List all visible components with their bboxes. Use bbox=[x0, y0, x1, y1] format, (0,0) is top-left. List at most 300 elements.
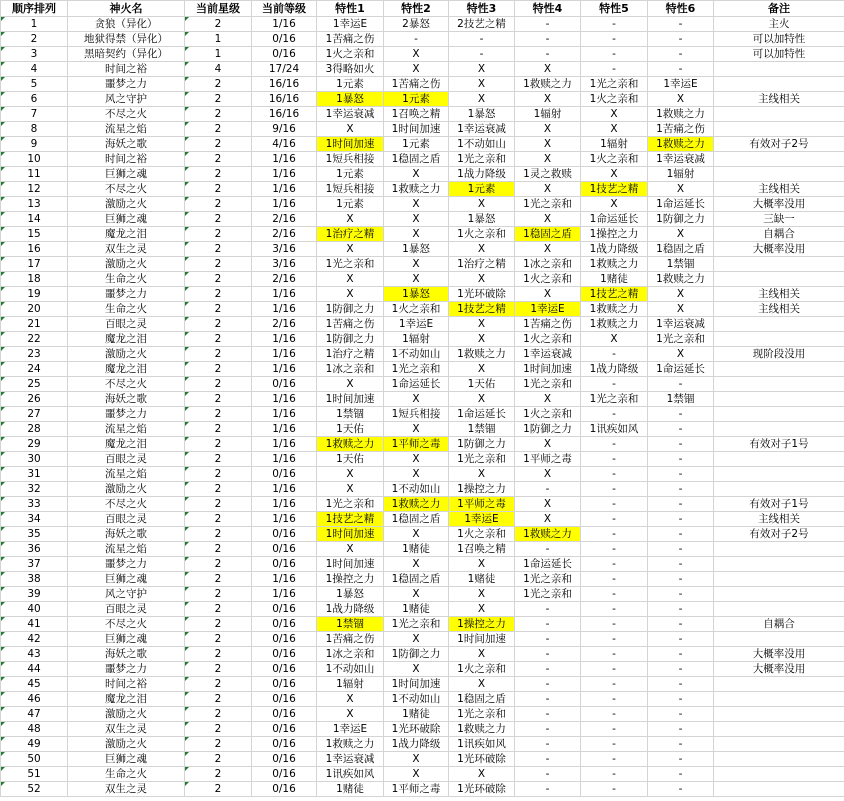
trait-4-cell[interactable]: 1光之亲和 bbox=[515, 572, 581, 587]
trait-4-cell[interactable]: - bbox=[515, 617, 581, 632]
trait-4-cell[interactable]: 1灵之救赎 bbox=[515, 167, 581, 182]
trait-3-cell[interactable]: X bbox=[449, 197, 515, 212]
trait-1-cell[interactable]: 1战力降级 bbox=[317, 602, 384, 617]
trait-4-cell[interactable]: - bbox=[515, 482, 581, 497]
trait-1-cell[interactable]: 1禁锢 bbox=[317, 617, 384, 632]
row-number-cell[interactable]: 52 bbox=[1, 782, 68, 797]
trait-1-cell[interactable]: 1冰之亲和 bbox=[317, 647, 384, 662]
trait-3-cell[interactable]: 1防御之力 bbox=[449, 437, 515, 452]
level-cell[interactable]: 0/16 bbox=[252, 677, 317, 692]
note-cell[interactable] bbox=[714, 107, 844, 122]
fire-name-cell[interactable]: 时间之裕 bbox=[68, 152, 185, 167]
trait-5-cell[interactable]: - bbox=[581, 662, 648, 677]
trait-6-cell[interactable]: - bbox=[648, 677, 714, 692]
trait-2-cell[interactable]: 1赌徒 bbox=[384, 602, 449, 617]
star-level-cell[interactable]: 2 bbox=[185, 722, 252, 737]
header-cell[interactable]: 特性4 bbox=[515, 1, 581, 17]
fire-name-cell[interactable]: 巨狮之魂 bbox=[68, 632, 185, 647]
trait-3-cell[interactable]: - bbox=[449, 47, 515, 62]
fire-name-cell[interactable]: 生命之火 bbox=[68, 767, 185, 782]
trait-6-cell[interactable]: - bbox=[648, 467, 714, 482]
row-number-cell[interactable]: 31 bbox=[1, 467, 68, 482]
star-level-cell[interactable]: 2 bbox=[185, 632, 252, 647]
trait-4-cell[interactable]: 1光之亲和 bbox=[515, 587, 581, 602]
fire-name-cell[interactable]: 双生之灵 bbox=[68, 722, 185, 737]
row-number-cell[interactable]: 43 bbox=[1, 647, 68, 662]
trait-1-cell[interactable]: 1天佑 bbox=[317, 422, 384, 437]
trait-2-cell[interactable]: 1光环破除 bbox=[384, 722, 449, 737]
star-level-cell[interactable]: 2 bbox=[185, 707, 252, 722]
note-cell[interactable] bbox=[714, 782, 844, 797]
note-cell[interactable]: 有效对子2号 bbox=[714, 527, 844, 542]
level-cell[interactable]: 1/16 bbox=[252, 392, 317, 407]
trait-3-cell[interactable]: 1光之亲和 bbox=[449, 452, 515, 467]
trait-4-cell[interactable]: - bbox=[515, 722, 581, 737]
star-level-cell[interactable]: 2 bbox=[185, 17, 252, 32]
star-level-cell[interactable]: 2 bbox=[185, 92, 252, 107]
trait-6-cell[interactable]: - bbox=[648, 377, 714, 392]
trait-2-cell[interactable]: X bbox=[384, 527, 449, 542]
trait-1-cell[interactable]: 1辐射 bbox=[317, 677, 384, 692]
trait-5-cell[interactable]: - bbox=[581, 557, 648, 572]
star-level-cell[interactable]: 2 bbox=[185, 782, 252, 797]
star-level-cell[interactable]: 2 bbox=[185, 167, 252, 182]
trait-3-cell[interactable]: 2技艺之精 bbox=[449, 17, 515, 32]
trait-4-cell[interactable]: 1稳固之盾 bbox=[515, 227, 581, 242]
row-number-cell[interactable]: 6 bbox=[1, 92, 68, 107]
trait-1-cell[interactable]: 1治疗之精 bbox=[317, 347, 384, 362]
trait-4-cell[interactable]: 1苦痛之伤 bbox=[515, 317, 581, 332]
star-level-cell[interactable]: 2 bbox=[185, 227, 252, 242]
star-level-cell[interactable]: 2 bbox=[185, 602, 252, 617]
star-level-cell[interactable]: 2 bbox=[185, 242, 252, 257]
row-number-cell[interactable]: 33 bbox=[1, 497, 68, 512]
level-cell[interactable]: 0/16 bbox=[252, 617, 317, 632]
trait-1-cell[interactable]: 1光之亲和 bbox=[317, 257, 384, 272]
note-cell[interactable] bbox=[714, 152, 844, 167]
trait-2-cell[interactable]: 1不动如山 bbox=[384, 482, 449, 497]
note-cell[interactable] bbox=[714, 332, 844, 347]
trait-6-cell[interactable]: 1苦痛之伤 bbox=[648, 122, 714, 137]
star-level-cell[interactable]: 2 bbox=[185, 542, 252, 557]
trait-2-cell[interactable]: X bbox=[384, 632, 449, 647]
trait-1-cell[interactable]: 1火之亲和 bbox=[317, 47, 384, 62]
trait-6-cell[interactable]: - bbox=[648, 572, 714, 587]
level-cell[interactable]: 0/16 bbox=[252, 767, 317, 782]
trait-1-cell[interactable]: 1短兵相接 bbox=[317, 182, 384, 197]
trait-1-cell[interactable]: X bbox=[317, 242, 384, 257]
trait-3-cell[interactable]: 1救赎之力 bbox=[449, 722, 515, 737]
trait-5-cell[interactable]: - bbox=[581, 62, 648, 77]
trait-5-cell[interactable]: - bbox=[581, 512, 648, 527]
level-cell[interactable]: 0/16 bbox=[252, 722, 317, 737]
fire-name-cell[interactable]: 激励之火 bbox=[68, 197, 185, 212]
level-cell[interactable]: 0/16 bbox=[252, 632, 317, 647]
level-cell[interactable]: 2/16 bbox=[252, 272, 317, 287]
row-number-cell[interactable]: 23 bbox=[1, 347, 68, 362]
note-cell[interactable] bbox=[714, 392, 844, 407]
trait-4-cell[interactable]: X bbox=[515, 497, 581, 512]
trait-3-cell[interactable]: 1不动如山 bbox=[449, 137, 515, 152]
level-cell[interactable]: 1/16 bbox=[252, 167, 317, 182]
trait-2-cell[interactable]: 1光之亲和 bbox=[384, 362, 449, 377]
row-number-cell[interactable]: 27 bbox=[1, 407, 68, 422]
trait-3-cell[interactable]: 1光之亲和 bbox=[449, 152, 515, 167]
trait-4-cell[interactable]: 1光之亲和 bbox=[515, 197, 581, 212]
trait-2-cell[interactable]: 1暴怒 bbox=[384, 287, 449, 302]
trait-3-cell[interactable]: X bbox=[449, 602, 515, 617]
trait-2-cell[interactable]: 1平师之毒 bbox=[384, 782, 449, 797]
trait-1-cell[interactable]: 1技艺之精 bbox=[317, 512, 384, 527]
fire-name-cell[interactable]: 巨狮之魂 bbox=[68, 572, 185, 587]
fire-name-cell[interactable]: 噩梦之力 bbox=[68, 77, 185, 92]
trait-2-cell[interactable]: X bbox=[384, 167, 449, 182]
trait-4-cell[interactable]: 1防御之力 bbox=[515, 422, 581, 437]
trait-1-cell[interactable]: X bbox=[317, 122, 384, 137]
trait-4-cell[interactable]: - bbox=[515, 692, 581, 707]
trait-3-cell[interactable]: X bbox=[449, 62, 515, 77]
header-cell[interactable]: 当前星级 bbox=[185, 1, 252, 17]
fire-name-cell[interactable]: 百眼之灵 bbox=[68, 602, 185, 617]
row-number-cell[interactable]: 48 bbox=[1, 722, 68, 737]
trait-5-cell[interactable]: 1操控之力 bbox=[581, 227, 648, 242]
note-cell[interactable]: 三缺一 bbox=[714, 212, 844, 227]
note-cell[interactable]: 主线相关 bbox=[714, 182, 844, 197]
trait-4-cell[interactable]: X bbox=[515, 182, 581, 197]
level-cell[interactable]: 1/16 bbox=[252, 407, 317, 422]
trait-2-cell[interactable]: 1稳固之盾 bbox=[384, 572, 449, 587]
trait-4-cell[interactable]: 1辐射 bbox=[515, 107, 581, 122]
note-cell[interactable] bbox=[714, 752, 844, 767]
trait-6-cell[interactable]: - bbox=[648, 542, 714, 557]
trait-2-cell[interactable]: 1时间加速 bbox=[384, 677, 449, 692]
trait-6-cell[interactable]: X bbox=[648, 287, 714, 302]
row-number-cell[interactable]: 34 bbox=[1, 512, 68, 527]
trait-5-cell[interactable]: 1讯疾如风 bbox=[581, 422, 648, 437]
row-number-cell[interactable]: 44 bbox=[1, 662, 68, 677]
note-cell[interactable] bbox=[714, 602, 844, 617]
trait-3-cell[interactable]: X bbox=[449, 677, 515, 692]
row-number-cell[interactable]: 4 bbox=[1, 62, 68, 77]
trait-1-cell[interactable]: 1防御之力 bbox=[317, 332, 384, 347]
fire-name-cell[interactable]: 激励之火 bbox=[68, 737, 185, 752]
trait-2-cell[interactable]: X bbox=[384, 452, 449, 467]
trait-2-cell[interactable]: 1稳固之盾 bbox=[384, 152, 449, 167]
note-cell[interactable] bbox=[714, 407, 844, 422]
trait-5-cell[interactable]: - bbox=[581, 767, 648, 782]
level-cell[interactable]: 9/16 bbox=[252, 122, 317, 137]
level-cell[interactable]: 1/16 bbox=[252, 332, 317, 347]
star-level-cell[interactable]: 2 bbox=[185, 317, 252, 332]
trait-6-cell[interactable]: - bbox=[648, 722, 714, 737]
trait-5-cell[interactable]: - bbox=[581, 617, 648, 632]
trait-5-cell[interactable]: 1技艺之精 bbox=[581, 182, 648, 197]
trait-3-cell[interactable]: 1平师之毒 bbox=[449, 497, 515, 512]
trait-4-cell[interactable]: 1救赎之力 bbox=[515, 77, 581, 92]
trait-6-cell[interactable]: - bbox=[648, 62, 714, 77]
header-cell[interactable]: 备注 bbox=[714, 1, 844, 17]
trait-1-cell[interactable]: 1冰之亲和 bbox=[317, 362, 384, 377]
trait-5-cell[interactable]: - bbox=[581, 482, 648, 497]
note-cell[interactable]: 主线相关 bbox=[714, 92, 844, 107]
star-level-cell[interactable]: 1 bbox=[185, 32, 252, 47]
trait-5-cell[interactable]: 1光之亲和 bbox=[581, 77, 648, 92]
row-number-cell[interactable]: 41 bbox=[1, 617, 68, 632]
row-number-cell[interactable]: 13 bbox=[1, 197, 68, 212]
row-number-cell[interactable]: 38 bbox=[1, 572, 68, 587]
star-level-cell[interactable]: 2 bbox=[185, 557, 252, 572]
row-number-cell[interactable]: 14 bbox=[1, 212, 68, 227]
level-cell[interactable]: 0/16 bbox=[252, 467, 317, 482]
star-level-cell[interactable]: 2 bbox=[185, 737, 252, 752]
trait-3-cell[interactable]: 1战力降级 bbox=[449, 167, 515, 182]
trait-3-cell[interactable]: 1暴怒 bbox=[449, 212, 515, 227]
trait-2-cell[interactable]: 1辐射 bbox=[384, 332, 449, 347]
row-number-cell[interactable]: 3 bbox=[1, 47, 68, 62]
note-cell[interactable]: 可以加特性 bbox=[714, 32, 844, 47]
trait-1-cell[interactable]: 1幸运衰减 bbox=[317, 107, 384, 122]
fire-name-cell[interactable]: 噩梦之力 bbox=[68, 662, 185, 677]
star-level-cell[interactable]: 2 bbox=[185, 257, 252, 272]
row-number-cell[interactable]: 7 bbox=[1, 107, 68, 122]
star-level-cell[interactable]: 2 bbox=[185, 152, 252, 167]
trait-1-cell[interactable]: 1不动如山 bbox=[317, 662, 384, 677]
trait-3-cell[interactable]: 1光环破除 bbox=[449, 287, 515, 302]
trait-4-cell[interactable]: - bbox=[515, 32, 581, 47]
trait-1-cell[interactable]: 1禁锢 bbox=[317, 407, 384, 422]
row-number-cell[interactable]: 16 bbox=[1, 242, 68, 257]
row-number-cell[interactable]: 51 bbox=[1, 767, 68, 782]
note-cell[interactable] bbox=[714, 272, 844, 287]
trait-5-cell[interactable]: 1命运延长 bbox=[581, 212, 648, 227]
fire-name-cell[interactable]: 魔龙之泪 bbox=[68, 227, 185, 242]
note-cell[interactable] bbox=[714, 317, 844, 332]
star-level-cell[interactable]: 2 bbox=[185, 332, 252, 347]
level-cell[interactable]: 1/16 bbox=[252, 287, 317, 302]
note-cell[interactable] bbox=[714, 452, 844, 467]
note-cell[interactable] bbox=[714, 62, 844, 77]
trait-3-cell[interactable]: 1天佑 bbox=[449, 377, 515, 392]
trait-3-cell[interactable]: 1召唤之精 bbox=[449, 542, 515, 557]
fire-name-cell[interactable]: 风之守护 bbox=[68, 92, 185, 107]
fire-name-cell[interactable]: 激励之火 bbox=[68, 257, 185, 272]
trait-2-cell[interactable]: 1救赎之力 bbox=[384, 497, 449, 512]
trait-5-cell[interactable]: - bbox=[581, 692, 648, 707]
trait-2-cell[interactable]: X bbox=[384, 47, 449, 62]
trait-5-cell[interactable]: - bbox=[581, 407, 648, 422]
level-cell[interactable]: 3/16 bbox=[252, 242, 317, 257]
note-cell[interactable]: 有效对子1号 bbox=[714, 497, 844, 512]
star-level-cell[interactable]: 2 bbox=[185, 587, 252, 602]
trait-1-cell[interactable]: 1操控之力 bbox=[317, 572, 384, 587]
trait-4-cell[interactable]: 1救赎之力 bbox=[515, 527, 581, 542]
level-cell[interactable]: 1/16 bbox=[252, 512, 317, 527]
trait-4-cell[interactable]: - bbox=[515, 602, 581, 617]
trait-5-cell[interactable]: - bbox=[581, 647, 648, 662]
trait-2-cell[interactable]: 1稳固之盾 bbox=[384, 512, 449, 527]
trait-2-cell[interactable]: X bbox=[384, 197, 449, 212]
trait-5-cell[interactable]: 1救赎之力 bbox=[581, 257, 648, 272]
trait-5-cell[interactable]: X bbox=[581, 197, 648, 212]
trait-2-cell[interactable]: 1战力降级 bbox=[384, 737, 449, 752]
trait-2-cell[interactable]: X bbox=[384, 557, 449, 572]
level-cell[interactable]: 1/16 bbox=[252, 482, 317, 497]
trait-1-cell[interactable]: 1幸运E bbox=[317, 17, 384, 32]
trait-2-cell[interactable]: X bbox=[384, 662, 449, 677]
trait-5-cell[interactable]: 1光之亲和 bbox=[581, 392, 648, 407]
trait-5-cell[interactable]: 1火之亲和 bbox=[581, 152, 648, 167]
note-cell[interactable]: 大概率没用 bbox=[714, 662, 844, 677]
star-level-cell[interactable]: 2 bbox=[185, 392, 252, 407]
trait-2-cell[interactable]: X bbox=[384, 62, 449, 77]
trait-6-cell[interactable]: - bbox=[648, 452, 714, 467]
header-cell[interactable]: 特性5 bbox=[581, 1, 648, 17]
note-cell[interactable]: 自耦合 bbox=[714, 227, 844, 242]
star-level-cell[interactable]: 2 bbox=[185, 767, 252, 782]
trait-5-cell[interactable]: - bbox=[581, 722, 648, 737]
fire-name-cell[interactable]: 噩梦之力 bbox=[68, 557, 185, 572]
trait-6-cell[interactable]: - bbox=[648, 557, 714, 572]
trait-4-cell[interactable]: - bbox=[515, 782, 581, 797]
trait-1-cell[interactable]: X bbox=[317, 287, 384, 302]
note-cell[interactable] bbox=[714, 542, 844, 557]
header-cell[interactable]: 特性1 bbox=[317, 1, 384, 17]
trait-6-cell[interactable]: 1幸运衰减 bbox=[648, 317, 714, 332]
trait-6-cell[interactable]: 1辐射 bbox=[648, 167, 714, 182]
level-cell[interactable]: 16/16 bbox=[252, 77, 317, 92]
note-cell[interactable] bbox=[714, 122, 844, 137]
note-cell[interactable] bbox=[714, 362, 844, 377]
level-cell[interactable]: 1/16 bbox=[252, 152, 317, 167]
trait-4-cell[interactable]: X bbox=[515, 92, 581, 107]
level-cell[interactable]: 0/16 bbox=[252, 32, 317, 47]
note-cell[interactable] bbox=[714, 377, 844, 392]
trait-1-cell[interactable]: 1暴怒 bbox=[317, 92, 384, 107]
note-cell[interactable]: 主线相关 bbox=[714, 287, 844, 302]
row-number-cell[interactable]: 24 bbox=[1, 362, 68, 377]
row-number-cell[interactable]: 46 bbox=[1, 692, 68, 707]
star-level-cell[interactable]: 2 bbox=[185, 452, 252, 467]
note-cell[interactable] bbox=[714, 737, 844, 752]
trait-6-cell[interactable]: - bbox=[648, 632, 714, 647]
note-cell[interactable] bbox=[714, 707, 844, 722]
star-level-cell[interactable]: 2 bbox=[185, 287, 252, 302]
row-number-cell[interactable]: 12 bbox=[1, 182, 68, 197]
level-cell[interactable]: 0/16 bbox=[252, 752, 317, 767]
trait-2-cell[interactable]: 1元素 bbox=[384, 137, 449, 152]
trait-2-cell[interactable]: 1不动如山 bbox=[384, 347, 449, 362]
trait-3-cell[interactable]: 1操控之力 bbox=[449, 482, 515, 497]
star-level-cell[interactable]: 2 bbox=[185, 422, 252, 437]
trait-4-cell[interactable]: X bbox=[515, 152, 581, 167]
trait-2-cell[interactable]: X bbox=[384, 227, 449, 242]
fire-name-cell[interactable]: 流星之焰 bbox=[68, 542, 185, 557]
header-cell[interactable]: 特性6 bbox=[648, 1, 714, 17]
note-cell[interactable]: 有效对子1号 bbox=[714, 437, 844, 452]
trait-5-cell[interactable]: - bbox=[581, 752, 648, 767]
fire-name-cell[interactable]: 生命之火 bbox=[68, 272, 185, 287]
fire-name-cell[interactable]: 激励之火 bbox=[68, 347, 185, 362]
level-cell[interactable]: 0/16 bbox=[252, 692, 317, 707]
star-level-cell[interactable]: 2 bbox=[185, 137, 252, 152]
level-cell[interactable]: 1/16 bbox=[252, 587, 317, 602]
trait-6-cell[interactable]: 1禁锢 bbox=[648, 257, 714, 272]
fire-name-cell[interactable]: 魔龙之泪 bbox=[68, 332, 185, 347]
row-number-cell[interactable]: 10 bbox=[1, 152, 68, 167]
trait-4-cell[interactable]: X bbox=[515, 212, 581, 227]
trait-6-cell[interactable]: - bbox=[648, 692, 714, 707]
trait-2-cell[interactable]: 1平师之毒 bbox=[384, 437, 449, 452]
fire-name-cell[interactable]: 魔龙之泪 bbox=[68, 692, 185, 707]
fire-name-cell[interactable]: 流星之焰 bbox=[68, 422, 185, 437]
trait-2-cell[interactable]: X bbox=[384, 587, 449, 602]
note-cell[interactable]: 有效对子2号 bbox=[714, 137, 844, 152]
trait-2-cell[interactable]: 1时间加速 bbox=[384, 122, 449, 137]
row-number-cell[interactable]: 18 bbox=[1, 272, 68, 287]
level-cell[interactable]: 2/16 bbox=[252, 317, 317, 332]
level-cell[interactable]: 0/16 bbox=[252, 647, 317, 662]
level-cell[interactable]: 1/16 bbox=[252, 17, 317, 32]
trait-5-cell[interactable]: X bbox=[581, 107, 648, 122]
row-number-cell[interactable]: 25 bbox=[1, 377, 68, 392]
trait-4-cell[interactable]: X bbox=[515, 467, 581, 482]
trait-3-cell[interactable]: 1火之亲和 bbox=[449, 227, 515, 242]
row-number-cell[interactable]: 8 bbox=[1, 122, 68, 137]
note-cell[interactable] bbox=[714, 692, 844, 707]
trait-4-cell[interactable]: 1光之亲和 bbox=[515, 377, 581, 392]
trait-2-cell[interactable]: 1赌徒 bbox=[384, 707, 449, 722]
trait-6-cell[interactable]: - bbox=[648, 647, 714, 662]
trait-3-cell[interactable]: 1元素 bbox=[449, 182, 515, 197]
trait-5-cell[interactable]: 1战力降级 bbox=[581, 362, 648, 377]
trait-6-cell[interactable]: 1幸运E bbox=[648, 77, 714, 92]
fire-name-cell[interactable]: 噩梦之力 bbox=[68, 407, 185, 422]
trait-2-cell[interactable]: X bbox=[384, 257, 449, 272]
trait-3-cell[interactable]: X bbox=[449, 332, 515, 347]
trait-6-cell[interactable]: - bbox=[648, 782, 714, 797]
trait-6-cell[interactable]: 1光之亲和 bbox=[648, 332, 714, 347]
level-cell[interactable]: 0/16 bbox=[252, 542, 317, 557]
level-cell[interactable]: 1/16 bbox=[252, 452, 317, 467]
trait-1-cell[interactable]: 1时间加速 bbox=[317, 392, 384, 407]
fire-name-cell[interactable]: 贪狼（异化） bbox=[68, 17, 185, 32]
trait-4-cell[interactable]: - bbox=[515, 677, 581, 692]
level-cell[interactable]: 0/16 bbox=[252, 527, 317, 542]
trait-1-cell[interactable]: X bbox=[317, 467, 384, 482]
row-number-cell[interactable]: 47 bbox=[1, 707, 68, 722]
trait-4-cell[interactable]: 1时间加速 bbox=[515, 362, 581, 377]
fire-name-cell[interactable]: 不尽之火 bbox=[68, 497, 185, 512]
star-level-cell[interactable]: 1 bbox=[185, 47, 252, 62]
level-cell[interactable]: 1/16 bbox=[252, 572, 317, 587]
trait-4-cell[interactable]: - bbox=[515, 17, 581, 32]
trait-3-cell[interactable]: 1时间加速 bbox=[449, 632, 515, 647]
trait-3-cell[interactable]: 1火之亲和 bbox=[449, 662, 515, 677]
trait-6-cell[interactable]: - bbox=[648, 707, 714, 722]
note-cell[interactable] bbox=[714, 587, 844, 602]
header-cell[interactable]: 当前等级 bbox=[252, 1, 317, 17]
note-cell[interactable] bbox=[714, 482, 844, 497]
row-number-cell[interactable]: 29 bbox=[1, 437, 68, 452]
row-number-cell[interactable]: 49 bbox=[1, 737, 68, 752]
trait-1-cell[interactable]: X bbox=[317, 692, 384, 707]
trait-2-cell[interactable]: 1召唤之精 bbox=[384, 107, 449, 122]
note-cell[interactable] bbox=[714, 467, 844, 482]
trait-4-cell[interactable]: X bbox=[515, 287, 581, 302]
row-number-cell[interactable]: 20 bbox=[1, 302, 68, 317]
star-level-cell[interactable]: 2 bbox=[185, 122, 252, 137]
trait-4-cell[interactable]: 1火之亲和 bbox=[515, 407, 581, 422]
